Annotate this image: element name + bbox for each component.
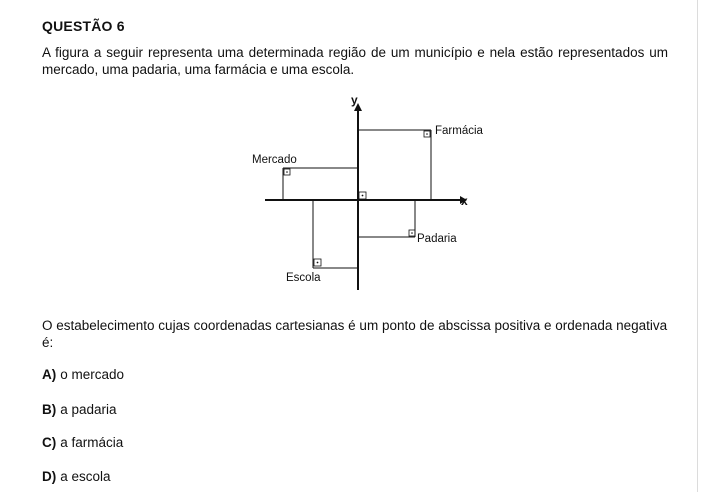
escola-angle-dot — [317, 262, 319, 264]
padaria-label: Padaria — [417, 233, 457, 245]
farmacia-angle-dot — [426, 133, 428, 135]
padaria-angle-dot — [411, 232, 413, 234]
option-b-text: a padaria — [60, 402, 117, 417]
mercado-angle-dot — [286, 171, 288, 173]
option-c[interactable] — [42, 435, 123, 450]
option-d-letter: D) — [42, 469, 57, 484]
option-a-letter: A) — [42, 367, 57, 382]
question-prompt: O estabelecimento cujas coordenadas cartesianas é um ponto de abscissa positiva e ordenada negativa é: — [42, 318, 668, 350]
y-axis-label: y — [351, 93, 358, 107]
farmacia-label: Farmácia — [435, 125, 483, 137]
origin-angle-dot — [362, 195, 364, 197]
option-b[interactable] — [42, 402, 117, 417]
option-d[interactable] — [42, 469, 111, 484]
option-b-letter: B) — [42, 402, 57, 417]
question-title: QUESTÃO 6 — [42, 18, 125, 34]
question-statement: A figura a seguir representa uma determinada região de um município e nela estão representados um mercado, uma padaria, uma farmácia e uma escola. — [42, 45, 668, 77]
option-c-text: a farmácia — [60, 435, 124, 450]
option-d-text: a escola — [60, 469, 111, 484]
x-axis-label: x — [461, 194, 468, 208]
option-a-text: o mercado — [60, 367, 125, 382]
option-c-letter: C) — [42, 435, 57, 450]
option-a[interactable] — [42, 367, 124, 382]
mercado-label: Mercado — [252, 154, 297, 166]
escola-label: Escola — [286, 272, 321, 284]
